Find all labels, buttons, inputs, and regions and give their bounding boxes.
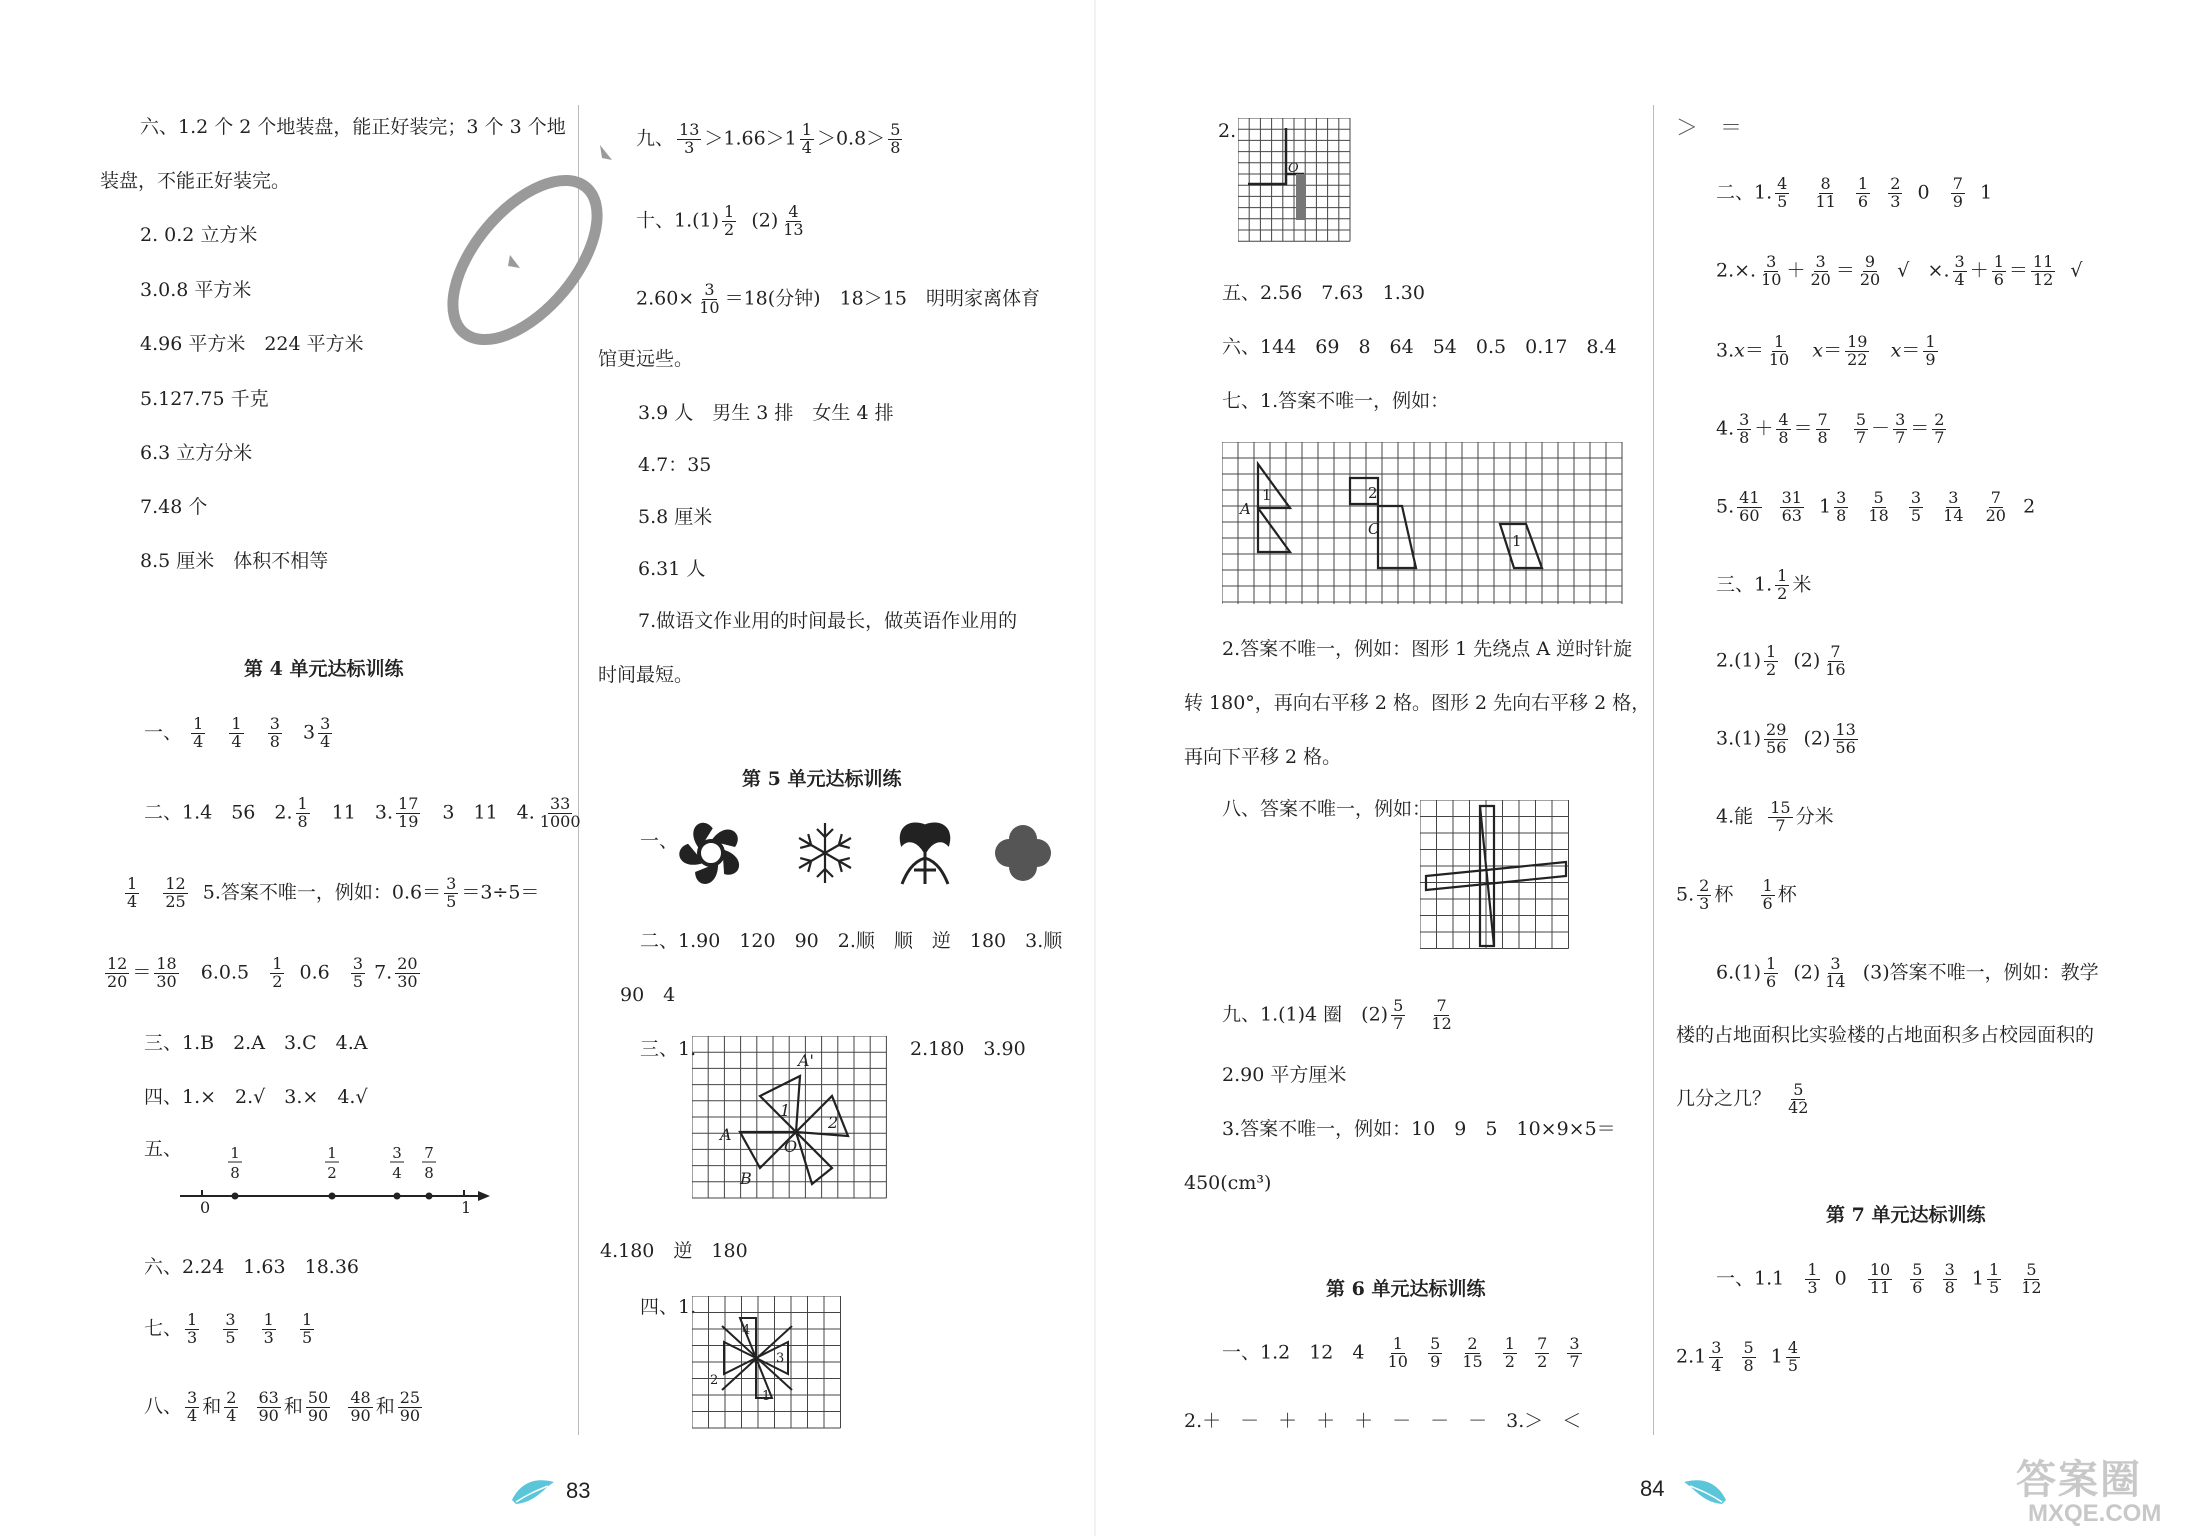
label: 3 11 4. <box>423 801 535 824</box>
grid-lines <box>1238 118 1350 241</box>
fraction: $\frac{2}{3}$ <box>1890 174 1901 211</box>
fraction: $\frac{1}{2}$ <box>1766 642 1777 679</box>
fraction: $\frac{1}{4}$ <box>193 714 204 751</box>
fraction: $\frac{3}{7}$ <box>1895 410 1906 447</box>
text-line: 2.90 平方厘米 <box>1222 1064 1347 1086</box>
fraction: $\frac{5}{6}$ <box>1912 1260 1923 1297</box>
label: 0 <box>1834 1267 1847 1290</box>
grid-figure <box>1238 118 1354 244</box>
fraction: $\frac{50}{90}$ <box>307 1388 329 1425</box>
number-line <box>170 1140 500 1220</box>
fraction: $\frac{5}{7}$ <box>1393 996 1404 1033</box>
answer-row: 九、 $\frac{13}{3}$ ＞1.66＞1 $\frac{1}{4}$ ＞0.8＞ $\frac{5}{8}$ <box>636 120 901 157</box>
label: 2. <box>1218 120 1237 142</box>
label: ＝ <box>2008 259 2028 282</box>
answer-row <box>1716 956 2099 991</box>
text-line: 转 180°，再向右平移 2 格。图形 2 先向右平移 2 格， <box>1184 692 1651 714</box>
grid-lines <box>1222 442 1622 604</box>
label: 二、1.4 56 2. <box>144 801 293 824</box>
clover-figure <box>988 818 1058 890</box>
label: (2) <box>1793 961 1821 984</box>
answer-row: 一、 $\frac{1}{4}$ $\frac{1}{4}$ $\frac{3}{8}$ 3 $\frac{3}{4}$ <box>144 714 331 751</box>
fraction: $\frac{3}{14}$ <box>1943 488 1964 525</box>
svg-text:3: 3 <box>392 1144 402 1162</box>
label: 四、1. <box>640 1296 697 1318</box>
answer-row <box>1222 1336 1585 1371</box>
svg-text:O: O <box>1288 161 1299 176</box>
fraction: $\frac{1}{6}$ <box>1993 252 2004 289</box>
fraction: $\frac{1}{4}$ <box>801 120 812 157</box>
fraction: $\frac{7}{9}$ <box>1952 174 1963 211</box>
text-line: 3.0.8 平方米 <box>140 279 252 301</box>
fraction: $\frac{1}{9}$ <box>1925 332 1936 369</box>
fraction: $\frac{1}{10}$ <box>1768 332 1790 369</box>
label: ＝3÷5＝ <box>461 881 540 904</box>
fraction: $\frac{25}{90}$ <box>399 1388 421 1425</box>
fraction: $\frac{15}{7}$ <box>1770 798 1791 835</box>
fraction: $\frac{5}{8}$ <box>890 120 901 157</box>
label: 杯 <box>1777 883 1797 906</box>
answer-row <box>144 796 586 831</box>
fraction: $\frac{5}{8}$ <box>1743 1338 1754 1375</box>
answer-row <box>1716 490 2035 525</box>
section-title: 第 4 单元达标训练 <box>244 658 404 680</box>
text-line: 2.答案不唯一，例如：图形 1 先绕点 A 逆时针旋 <box>1222 638 1633 660</box>
answer-row <box>636 282 1040 317</box>
label: － <box>1871 417 1891 440</box>
page-number-right: 84 <box>1640 1476 1665 1501</box>
fraction: $\frac{3}{10}$ <box>699 280 720 317</box>
text-line: 3.答案不唯一，例如：10 9 5 10×9×5＝ <box>1222 1118 1616 1140</box>
label: (2) <box>1803 727 1831 750</box>
label: 和 <box>202 1395 222 1418</box>
fraction: $\frac{4}{8}$ <box>1778 410 1789 447</box>
label: 2.60× <box>636 287 695 310</box>
flower-figure <box>676 818 746 888</box>
fraction: $\frac{1}{8}$ <box>297 794 308 831</box>
label: 0 <box>1917 181 1930 204</box>
label: 2.×. <box>1716 259 1757 282</box>
answer-row <box>1676 878 1797 913</box>
svg-text:A': A' <box>798 1051 814 1070</box>
text-line: 二、1.90 120 90 2.顺 顺 逆 180 3.顺 <box>640 930 1063 952</box>
section-title: 第 7 单元达标训练 <box>1826 1204 1986 1226</box>
svg-text:1: 1 <box>1512 532 1522 550</box>
svg-text:1: 1 <box>762 1389 771 1404</box>
rotation-grid-figure-2 <box>692 1296 844 1436</box>
fraction: $\frac{3}{4}$ <box>1954 252 1965 289</box>
tick-label: 0 <box>200 1198 211 1217</box>
text-line: 再向下平移 2 格。 <box>1184 746 1342 768</box>
answer-row <box>1716 176 1992 211</box>
svg-text:A: A <box>1240 500 1251 518</box>
fraction: $\frac{2}{4}$ <box>226 1388 237 1425</box>
label: 三、1. <box>640 1038 697 1060</box>
ring-stamp-decoration <box>430 120 630 350</box>
fraction: $\frac{1}{10}$ <box>1387 1334 1408 1371</box>
fraction: $\frac{1}{3}$ <box>1807 1260 1818 1297</box>
label: 七、 <box>144 1317 183 1340</box>
label: (3)答案不唯一，例如：教学 <box>1862 961 2099 984</box>
answer-row <box>1716 800 1834 835</box>
fraction: $\frac{1}{5}$ <box>1988 1260 2000 1297</box>
fraction: $\frac{2}{3}$ <box>1699 876 1710 913</box>
svg-text:3: 3 <box>776 1351 785 1366</box>
fraction: $\frac{9}{20}$ <box>1859 252 1881 289</box>
label: 和 <box>283 1395 303 1418</box>
label: (2) <box>751 209 779 232</box>
label: 1 <box>1979 181 1993 204</box>
fraction: $\frac{3}{4}$ <box>187 1388 198 1425</box>
label: 一、1.1 <box>1716 1267 1785 1290</box>
fraction: $\frac{4}{5}$ <box>1777 174 1788 211</box>
fraction: $\frac{13}{3}$ <box>679 120 700 157</box>
fraction: $\frac{7}{2}$ <box>1537 1334 1548 1371</box>
fraction: $\frac{1}{2}$ <box>272 954 283 991</box>
label: 5. <box>1716 495 1735 518</box>
column-divider <box>1653 105 1654 1435</box>
answer-row <box>1676 1340 1803 1375</box>
text-line: 450(cm³) <box>1184 1172 1272 1194</box>
label: 2 <box>2023 495 2036 518</box>
label: 一、1.2 12 4 <box>1222 1341 1365 1364</box>
fraction: $\frac{11}{12}$ <box>2032 252 2054 289</box>
fraction: $\frac{4}{13}$ <box>783 202 804 239</box>
fraction: $\frac{5}{12}$ <box>2021 1260 2042 1297</box>
fraction: $\frac{2}{15}$ <box>1462 1334 1483 1371</box>
section-title: 第 6 单元达标训练 <box>1326 1278 1486 1300</box>
fraction: $\frac{33}{1000}$ <box>539 794 581 831</box>
text-line: 七、1.答案不唯一，例如： <box>1222 390 1450 412</box>
text-line: 馆更远些。 <box>598 348 694 370</box>
fraction: $\frac{1}{3}$ <box>263 1310 274 1347</box>
svg-text:1: 1 <box>327 1144 337 1162</box>
fraction: $\frac{1}{2}$ <box>1777 566 1788 603</box>
fraction: $\frac{12}{25}$ <box>165 874 186 911</box>
text-line: 2.180 3.90 <box>910 1038 1026 1060</box>
fraction: $\frac{3}{20}$ <box>1810 252 1831 289</box>
label: 九、1.(1)4 圈 (2) <box>1222 1003 1389 1026</box>
svg-text:4: 4 <box>392 1164 402 1182</box>
fraction: $\frac{7}{8}$ <box>1817 410 1828 447</box>
text-line: 90 4 <box>620 984 676 1006</box>
label: ＝ <box>132 961 152 984</box>
tick-label: 1 <box>461 1198 472 1217</box>
fraction: $\frac{41}{60}$ <box>1739 488 1760 525</box>
label: 0.6 <box>299 961 330 984</box>
svg-text:O: O <box>784 1137 798 1156</box>
label: ＝ <box>1793 417 1813 440</box>
fraction: $\frac{5}{42}$ <box>1788 1080 1809 1117</box>
fraction: $\frac{12}{20}$ <box>107 954 128 991</box>
label: 2.1 <box>1676 1345 1707 1368</box>
label: ＝ <box>1910 417 1930 440</box>
fraction: $\frac{7}{12}$ <box>1431 996 1452 1033</box>
answer-row: 3.x＝ $\frac{1}{10}$ x＝ $\frac{19}{22}$ x＝ $\frac{1}{9}$ <box>1716 332 1936 369</box>
label: 五、 <box>144 1138 183 1160</box>
text-line: 五、2.56 7.63 1.30 <box>1222 282 1425 304</box>
answer-row <box>1676 1082 1813 1117</box>
rotation-cross-figure <box>1420 800 1570 952</box>
label: ＝ <box>1835 259 1855 282</box>
label: 杯 <box>1714 883 1734 906</box>
svg-text:2: 2 <box>828 1113 839 1132</box>
label: 4.能 <box>1716 805 1754 828</box>
fraction: $\frac{29}{56}$ <box>1766 720 1787 757</box>
fraction: $\frac{1}{6}$ <box>1766 954 1777 991</box>
answer-row <box>144 1312 317 1347</box>
svg-text:8: 8 <box>230 1164 240 1182</box>
label: 十、1.(1) <box>636 209 720 232</box>
rotation-grid-figure <box>692 1036 888 1210</box>
svg-text:8: 8 <box>424 1164 434 1182</box>
answer-row <box>1716 568 1811 603</box>
fraction: $\frac{7}{16}$ <box>1825 642 1846 679</box>
svg-text:4: 4 <box>742 1323 751 1338</box>
text-line: 6.3 立方分米 <box>140 442 253 464</box>
fraction: $\frac{3}{4}$ <box>320 714 331 751</box>
fraction: $\frac{19}{22}$ <box>1847 332 1868 369</box>
fraction: $\frac{4}{5}$ <box>1787 1338 1799 1375</box>
text-line: 六、144 69 8 64 54 0.5 0.17 8.4 <box>1222 336 1617 358</box>
label: 1 <box>1971 1267 1984 1290</box>
label: 4. <box>1716 417 1735 440</box>
fraction: $\frac{1}{6}$ <box>1762 876 1773 913</box>
text-line: 4.180 逆 180 <box>600 1240 748 1262</box>
text-line: 5.127.75 千克 <box>140 388 269 410</box>
text-line: 5.8 厘米 <box>638 506 713 528</box>
fraction: $\frac{18}{30}$ <box>156 954 177 991</box>
fraction: $\frac{2}{7}$ <box>1934 410 1945 447</box>
text-line: 三、1.B 2.A 3.C 4.A <box>144 1032 368 1054</box>
fraction: $\frac{1}{5}$ <box>301 1310 313 1347</box>
answer-row <box>1716 722 1861 757</box>
label: ＋ <box>1786 259 1806 282</box>
fraction: $\frac{1}{6}$ <box>1857 174 1869 211</box>
label: √ <box>1897 259 1910 282</box>
fraction: $\frac{20}{30}$ <box>397 954 418 991</box>
watermark-url: MXQE.COM <box>2028 1500 2162 1527</box>
label: 1 <box>1819 495 1832 518</box>
ornament-figure <box>890 818 960 890</box>
answer-row <box>122 876 539 911</box>
label: 分米 <box>1795 805 1834 828</box>
fraction: $\frac{63}{90}$ <box>258 1388 279 1425</box>
fraction: $\frac{48}{90}$ <box>350 1388 371 1425</box>
answer-row <box>1716 644 1851 679</box>
text-line: 六、2.24 1.63 18.36 <box>144 1256 360 1278</box>
transformation-grid-figure <box>1222 442 1624 604</box>
label: 三、1. <box>1716 573 1773 596</box>
svg-text:2: 2 <box>710 1373 719 1388</box>
label: √ <box>2070 259 2083 282</box>
text-line: 楼的占地面积比实验楼的占地面积多占校园面积的 <box>1676 1024 2095 1046</box>
fraction: $\frac{3}{10}$ <box>1761 252 1782 289</box>
label: 一、 <box>640 830 679 852</box>
label: 2.(1) <box>1716 649 1762 672</box>
fraction: $\frac{3}{8}$ <box>1944 1260 1955 1297</box>
label: 5. <box>1676 883 1695 906</box>
label: 九、 <box>636 127 675 150</box>
snowflake-figure <box>790 818 860 888</box>
fraction: $\frac{3}{14}$ <box>1825 954 1846 991</box>
fraction: $\frac{10}{11}$ <box>1869 1260 1891 1297</box>
label: (2) <box>1793 649 1821 672</box>
fraction: $\frac{3}{5}$ <box>1910 488 1922 525</box>
fraction: $\frac{3}{8}$ <box>269 714 280 751</box>
fraction: $\frac{31}{63}$ <box>1781 488 1802 525</box>
label: 11 3. <box>312 801 394 824</box>
svg-text:1: 1 <box>230 1144 240 1162</box>
svg-text:B: B <box>740 1169 752 1188</box>
fraction: $\frac{8}{11}$ <box>1815 174 1836 211</box>
fraction: $\frac{1}{2}$ <box>1504 1334 1515 1371</box>
text-line: 6.31 人 <box>638 558 706 580</box>
svg-text:C: C <box>1368 520 1380 538</box>
text-line: 2.＋ － ＋ ＋ ＋ － － － 3.＞ ＜ <box>1184 1410 1582 1432</box>
fraction: $\frac{3}{7}$ <box>1569 1334 1580 1371</box>
watermark-logo: 答案圈 <box>2016 1458 2142 1502</box>
svg-text:7: 7 <box>424 1144 434 1162</box>
label: 5.答案不唯一，例如：0.6＝ <box>202 881 442 904</box>
fraction: $\frac{1}{4}$ <box>231 714 242 751</box>
svg-text:A: A <box>720 1125 732 1144</box>
answer-row <box>1716 412 1949 447</box>
svg-text:1: 1 <box>1262 486 1272 504</box>
label: 7. <box>374 961 393 984</box>
label: ＋ <box>1969 259 1989 282</box>
fraction: $\frac{3}{5}$ <box>352 954 364 991</box>
svg-text:2: 2 <box>1368 484 1378 502</box>
answer-row <box>144 1390 425 1425</box>
label: ×. <box>1927 259 1950 282</box>
label: 一、 <box>144 721 183 744</box>
text-line: 8.5 厘米 体积不相等 <box>140 550 329 572</box>
label: 1 <box>1770 1345 1783 1368</box>
text-line: 六、1.2 个 2 个地装盘，能正好装完；3 个 3 个地 <box>140 116 566 138</box>
fraction: $\frac{3}{4}$ <box>1711 1338 1722 1375</box>
svg-text:2: 2 <box>327 1164 337 1182</box>
fraction: $\frac{1}{2}$ <box>724 202 735 239</box>
label: 3. <box>1716 339 1735 362</box>
fraction: $\frac{3}{5}$ <box>446 874 457 911</box>
label: 二、1. <box>1716 181 1773 204</box>
text-line: 3.9 人 男生 3 排 女生 4 排 <box>638 402 894 424</box>
fraction: $\frac{7}{20}$ <box>1985 488 2006 525</box>
text-line: 八、答案不唯一，例如： <box>1222 798 1432 820</box>
answer-row <box>1716 254 2082 289</box>
text-line: ＞ ＝ <box>1676 116 1743 141</box>
label: 米 <box>1792 573 1812 596</box>
label: 6.(1) <box>1716 961 1762 984</box>
page-number-left: 83 <box>566 1478 591 1503</box>
fraction: $\frac{3}{5}$ <box>225 1310 236 1347</box>
label: ＝18(分钟) 18＞15 明明家离体育 <box>724 287 1040 310</box>
text-line: 7.48 个 <box>140 496 208 518</box>
text-line: 2. 0.2 立方米 <box>140 224 258 246</box>
label: 几分之几？ <box>1676 1087 1772 1110</box>
text-line: 装盘，不能正好装完。 <box>100 170 291 192</box>
answer-row <box>102 956 423 991</box>
label: 3.(1) <box>1716 727 1762 750</box>
text-line: 四、1.× 2.√ 3.× 4.√ <box>144 1086 368 1108</box>
fraction: $\frac{13}{56}$ <box>1835 720 1856 757</box>
label: ＋ <box>1754 417 1774 440</box>
section-title: 第 5 单元达标训练 <box>742 768 902 790</box>
text-line: 7.做语文作业用的时间最长，做英语作业用的 <box>638 610 1018 632</box>
fraction: $\frac{5}{7}$ <box>1855 410 1867 447</box>
leaf-icon <box>508 1472 558 1512</box>
fraction: $\frac{1}{4}$ <box>127 874 138 911</box>
label: 八、 <box>144 1395 183 1418</box>
answer-row <box>1222 998 1457 1033</box>
center-fold <box>1094 0 1096 1536</box>
svg-text:1: 1 <box>780 1101 791 1120</box>
label: 和 <box>375 1395 395 1418</box>
fraction: $\frac{3}{8}$ <box>1739 410 1750 447</box>
text-line: 4.7：35 <box>638 454 712 476</box>
fraction: $\frac{3}{8}$ <box>1836 488 1847 525</box>
text-line: 时间最短。 <box>598 664 694 686</box>
fraction: $\frac{5}{9}$ <box>1430 1334 1441 1371</box>
leaf-icon <box>1680 1472 1730 1512</box>
label: 6.0.5 <box>181 961 250 984</box>
answer-row <box>1716 1262 2047 1297</box>
grid-lines <box>692 1296 841 1428</box>
text-line: 4.96 平方米 224 平方米 <box>140 333 364 355</box>
fraction: $\frac{17}{19}$ <box>398 794 419 831</box>
answer-row <box>636 204 809 239</box>
fraction: $\frac{5}{18}$ <box>1868 488 1889 525</box>
fraction: $\frac{1}{3}$ <box>187 1310 198 1347</box>
